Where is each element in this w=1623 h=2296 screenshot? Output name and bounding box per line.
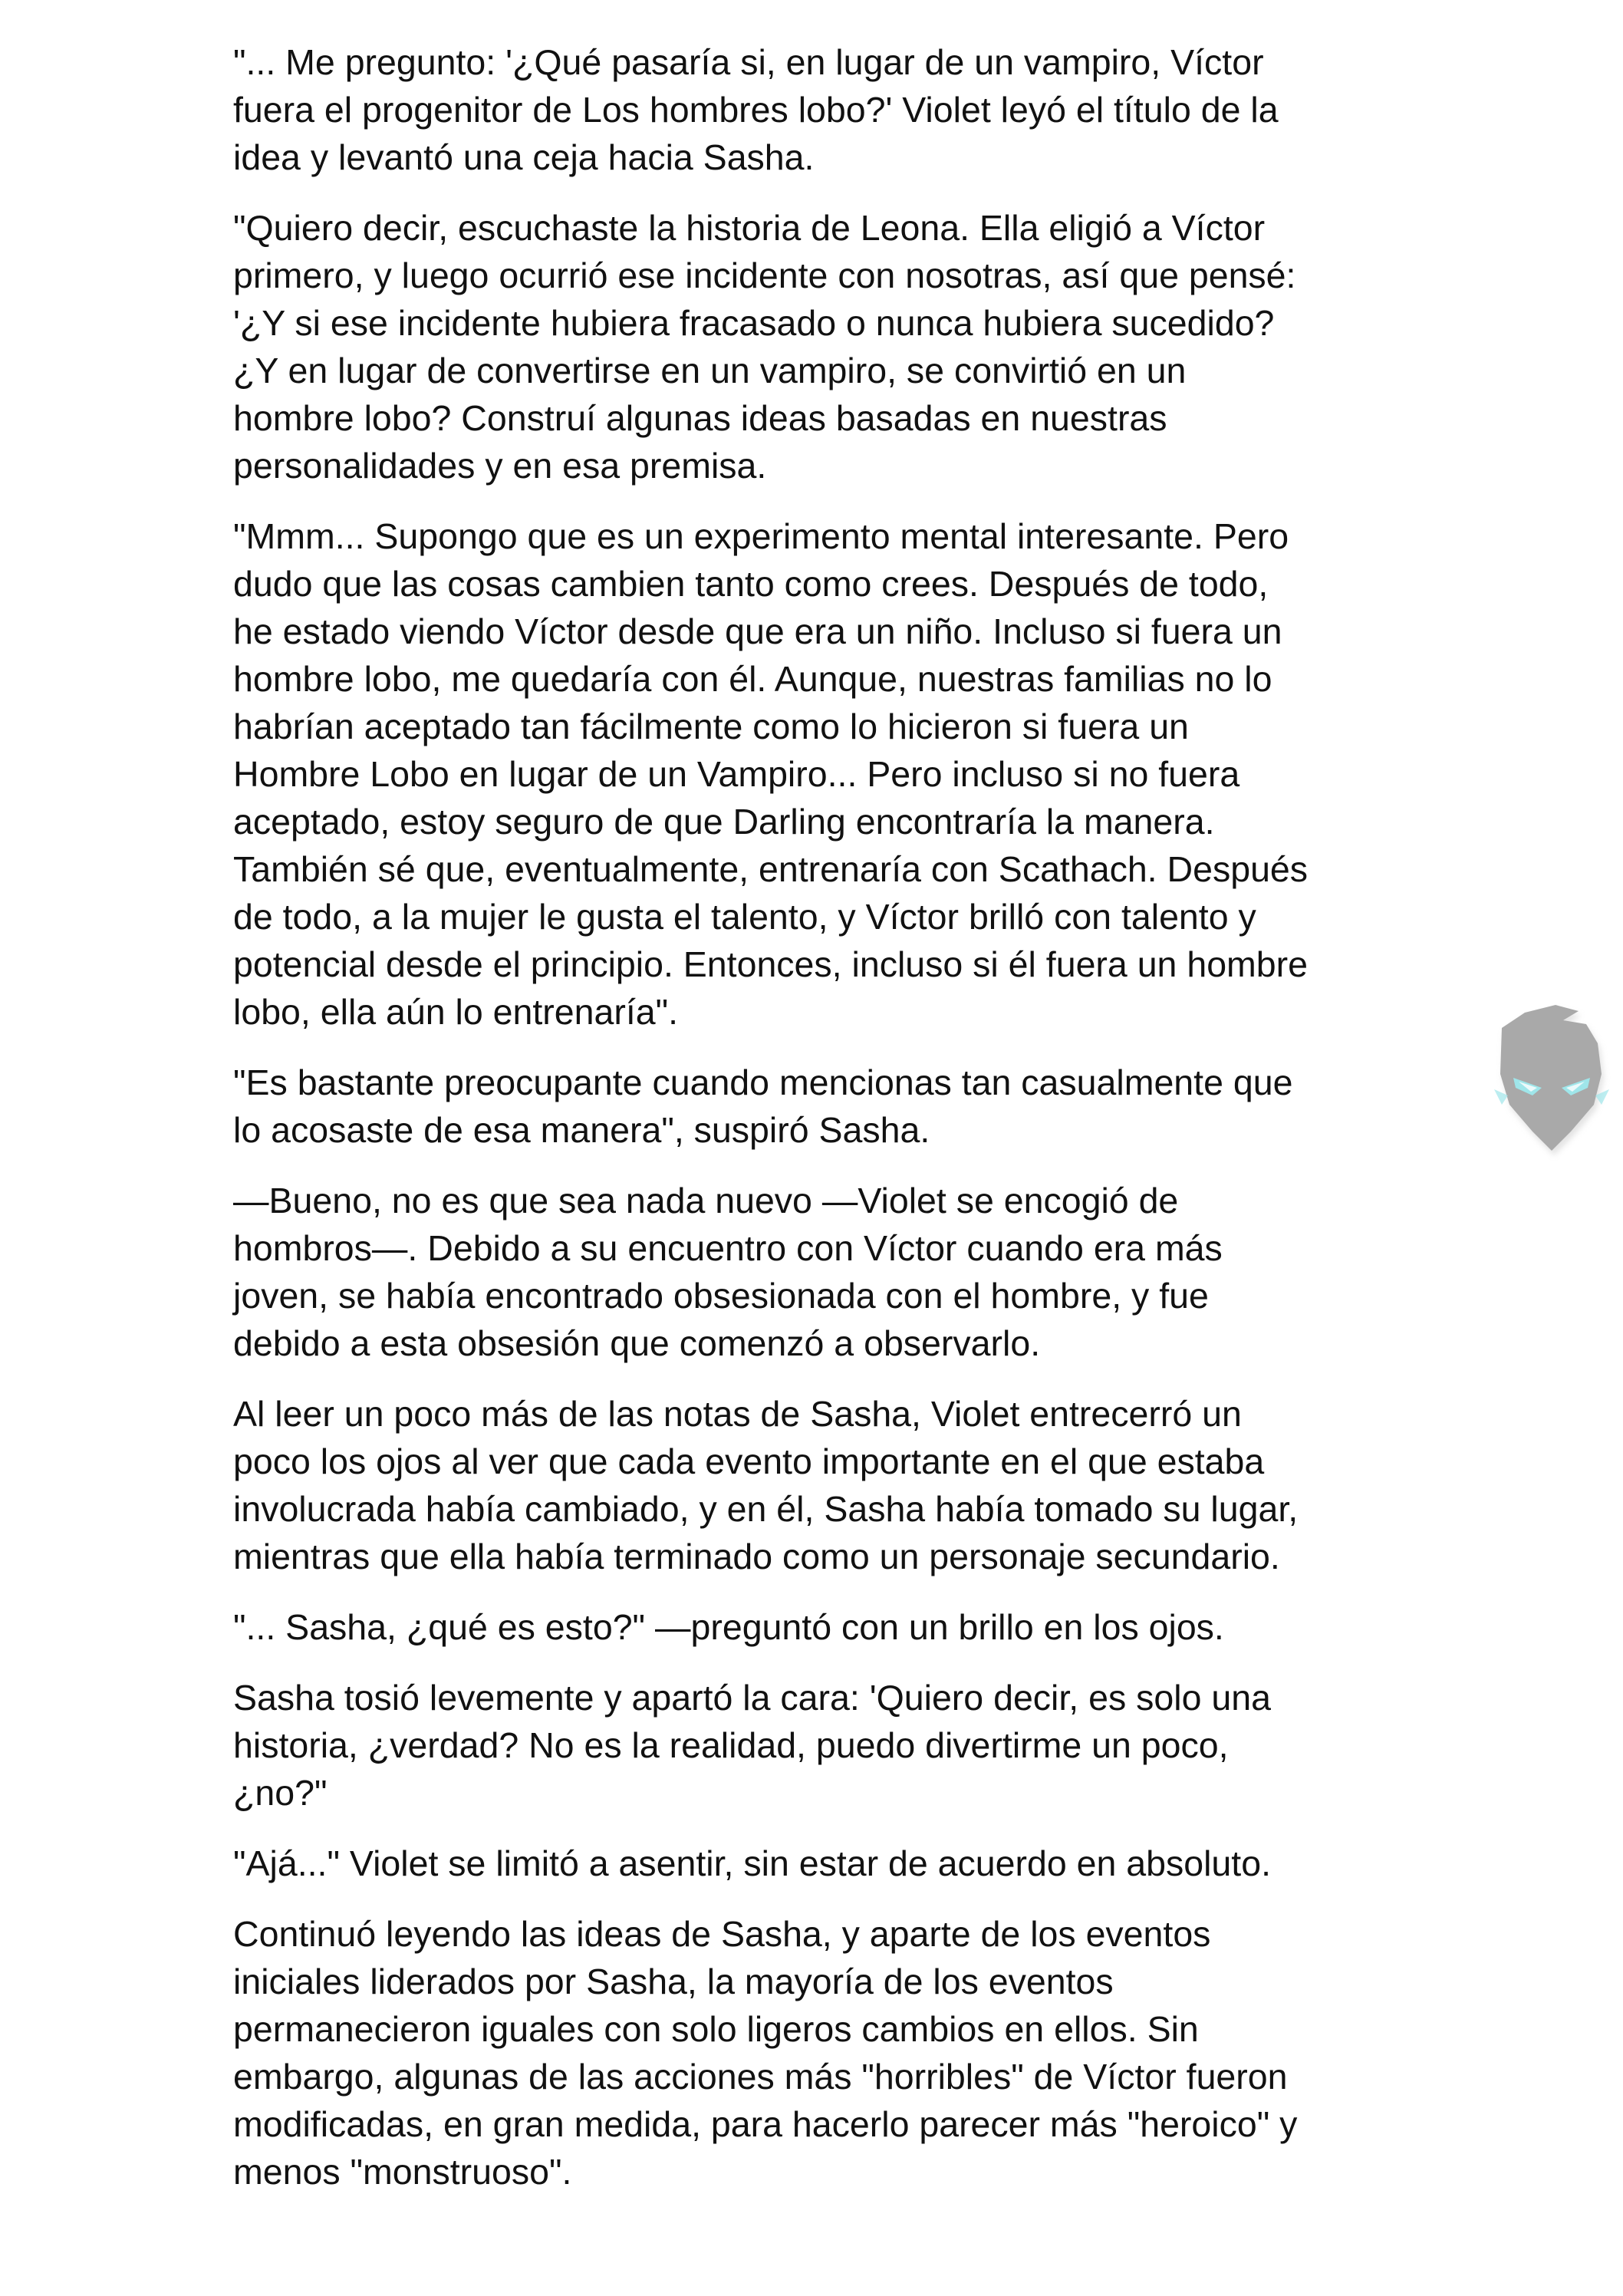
text-line: modificadas, en gran medida, para hacerlo parecer más "heroico" y xyxy=(233,2104,1298,2144)
demon-face-icon[interactable] xyxy=(1471,997,1623,1166)
paragraph xyxy=(233,1177,1399,1367)
text-line: También sé que, eventualmente, entrenaría con Scathach. Después xyxy=(233,849,1309,889)
text-line: de todo, a la mujer le gusta el talento, y Víctor brilló con talento y xyxy=(233,897,1256,937)
text-line: Hombre Lobo en lugar de un Vampiro... Pero incluso si no fuera xyxy=(233,754,1240,794)
text-line: historia, ¿verdad? No es la realidad, puedo divertirme un poco, xyxy=(233,1725,1229,1765)
text-line: involucrada había cambiado, y en él, Sasha había tomado su lugar, xyxy=(233,1489,1299,1529)
paragraph xyxy=(233,1059,1399,1154)
text-line: Continuó leyendo las ideas de Sasha, y aparte de los eventos xyxy=(233,1914,1211,1954)
text-line: hombros—. Debido a su encuentro con Víctor cuando era más xyxy=(233,1228,1223,1268)
text-line: Al leer un poco más de las notas de Sasha, Violet entrecerró un xyxy=(233,1394,1242,1434)
text-line: hombre lobo? Construí algunas ideas basadas en nuestras xyxy=(233,398,1167,438)
paragraph xyxy=(233,204,1399,489)
text-line: iniciales liderados por Sasha, la mayoría de los eventos xyxy=(233,1962,1114,2001)
text-line: habrían aceptado tan fácilmente como lo hicieron si fuera un xyxy=(233,707,1189,746)
text-line: aceptado, estoy seguro de que Darling encontraría la manera. xyxy=(233,802,1215,842)
text-line: "Mmm... Supongo que es un experimento mental interesante. Pero xyxy=(233,516,1289,556)
text-line: '¿Y si ese incidente hubiera fracasado o nunca hubiera sucedido? xyxy=(233,303,1275,343)
text-line: potencial desde el principio. Entonces, incluso si él fuera un hombre xyxy=(233,944,1308,984)
text-line: joven, se había encontrado obsesionada con el hombre, y fue xyxy=(233,1276,1209,1316)
text-line: ¿Y en lugar de convertirse en un vampiro, se convirtió en un xyxy=(233,351,1187,390)
document-body xyxy=(233,38,1399,2219)
text-line: menos "monstruoso". xyxy=(233,2152,572,2192)
paragraph xyxy=(233,1390,1399,1580)
paragraph xyxy=(233,1910,1399,2196)
text-line: —Bueno, no es que sea nada nuevo —Violet se encogió de xyxy=(233,1181,1179,1220)
text-line: debido a esta obsesión que comenzó a observarlo. xyxy=(233,1323,1041,1363)
paragraph xyxy=(233,1840,1399,1887)
text-line: "Es bastante preocupante cuando mencionas tan casualmente que xyxy=(233,1062,1293,1102)
text-line: "... Me pregunto: '¿Qué pasaría si, en lugar de un vampiro, Víctor xyxy=(233,42,1264,82)
text-line: fuera el progenitor de Los hombres lobo?' Violet leyó el título de la xyxy=(233,90,1279,130)
paragraph xyxy=(233,512,1399,1036)
text-line: "Quiero decir, escuchaste la historia de Leona. Ella eligió a Víctor xyxy=(233,208,1266,248)
text-line: lo acosaste de esa manera", suspiró Sasha. xyxy=(233,1110,930,1150)
paragraph xyxy=(233,1603,1399,1651)
text-line: mientras que ella había terminado como un personaje secundario. xyxy=(233,1537,1280,1576)
text-line: primero, y luego ocurrió ese incidente con nosotras, así que pensé: xyxy=(233,255,1296,295)
paragraph xyxy=(233,38,1399,181)
text-line: lobo, ella aún lo entrenaría". xyxy=(233,992,679,1032)
text-line: he estado viendo Víctor desde que era un niño. Incluso si fuera un xyxy=(233,611,1282,651)
text-line: ¿no?" xyxy=(233,1773,328,1813)
text-line: Sasha tosió levemente y apartó la cara: 'Quiero decir, es solo una xyxy=(233,1678,1271,1718)
paragraph xyxy=(233,1674,1399,1817)
text-line: "Ajá..." Violet se limitó a asentir, sin estar de acuerdo en absoluto. xyxy=(233,1843,1271,1883)
text-line: "... Sasha, ¿qué es esto?" —preguntó con un brillo en los ojos. xyxy=(233,1607,1224,1647)
text-line: hombre lobo, me quedaría con él. Aunque, nuestras familias no lo xyxy=(233,659,1272,699)
text-line: embargo, algunas de las acciones más "horribles" de Víctor fueron xyxy=(233,2057,1288,2097)
text-line: dudo que las cosas cambien tanto como crees. Después de todo, xyxy=(233,564,1269,604)
text-line: poco los ojos al ver que cada evento importante en el que estaba xyxy=(233,1441,1265,1481)
text-line: personalidades y en esa premisa. xyxy=(233,446,767,486)
text-line: permanecieron iguales con solo ligeros cambios en ellos. Sin xyxy=(233,2009,1199,2049)
text-line: idea y levantó una ceja hacia Sasha. xyxy=(233,137,815,177)
floating-assistant-button[interactable] xyxy=(1471,997,1623,1166)
